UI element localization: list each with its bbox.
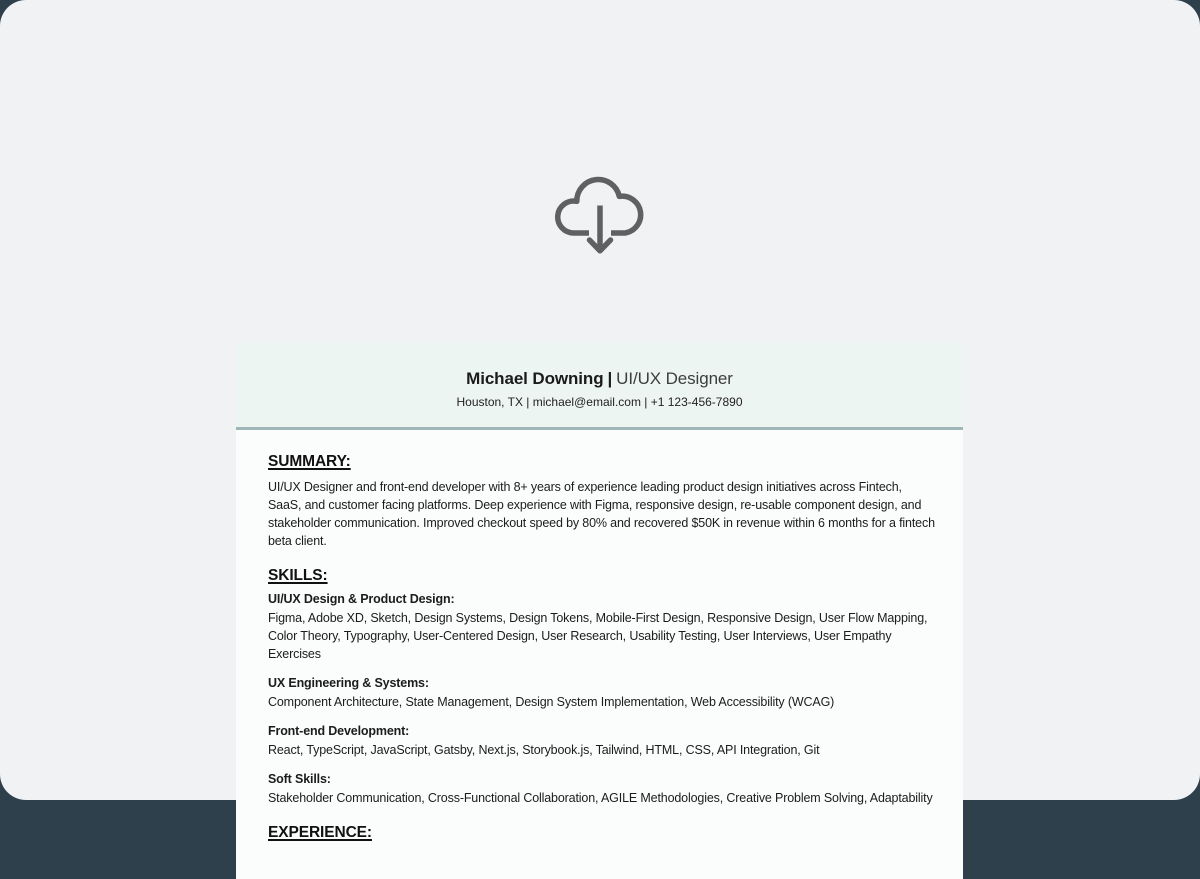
resume-name: Michael Downing bbox=[466, 369, 604, 388]
skills-group-label: Soft Skills: bbox=[268, 772, 331, 786]
resume-title bbox=[246, 368, 953, 390]
title-separator: | bbox=[607, 369, 613, 388]
skills-group-items: React, TypeScript, JavaScript, Gatsby, Next.js, Storybook.js, Tailwind, HTML, CSS, API Integration, Git bbox=[268, 743, 820, 757]
cloud-download-icon[interactable] bbox=[550, 168, 650, 262]
skills-group-label: UI/UX Design & Product Design: bbox=[268, 592, 455, 606]
skills-group-items: Component Architecture, State Management, Design System Implementation, Web Accessibility (WCAG) bbox=[268, 695, 835, 709]
resume-role: UI/UX Designer bbox=[616, 369, 733, 388]
skills-group-items: Stakeholder Communication, Cross-Functional Collaboration, AGILE Methodologies, Creative Problem Solving, Adaptability bbox=[268, 791, 933, 805]
skills-group-label: UX Engineering & Systems: bbox=[268, 676, 429, 690]
resume-header bbox=[236, 343, 963, 430]
skills-group-label: Front-end Development: bbox=[268, 724, 410, 738]
section-heading-summary: SUMMARY: bbox=[268, 453, 351, 470]
section-heading-experience: EXPERIENCE: bbox=[268, 824, 372, 841]
section-heading-skills: SKILLS: bbox=[268, 567, 328, 584]
resume-body bbox=[236, 430, 963, 879]
resume-document bbox=[236, 343, 963, 879]
resume-contact: Houston, TX | michael@email.com | +1 123-456-7890 bbox=[456, 395, 743, 409]
skills-group-items: Figma, Adobe XD, Sketch, Design Systems, Design Tokens, Mobile-First Design, Responsive Design, User Flow Mapping, Color Theory, Typography, User-Centered Design, User Research, Usability Testing, User Interviews, User Empathy Exercises bbox=[268, 611, 928, 661]
summary-text: UI/UX Designer and front-end developer with 8+ years of experience leading product design initiatives across Fintech, SaaS, and customer facing platforms. Deep experience with Figma, responsive design, re-usable component design, and stakeholder communication. Improved checkout speed by 80% and recovered $50K in revenue within 6 months for a fintech beta client. bbox=[268, 480, 935, 548]
